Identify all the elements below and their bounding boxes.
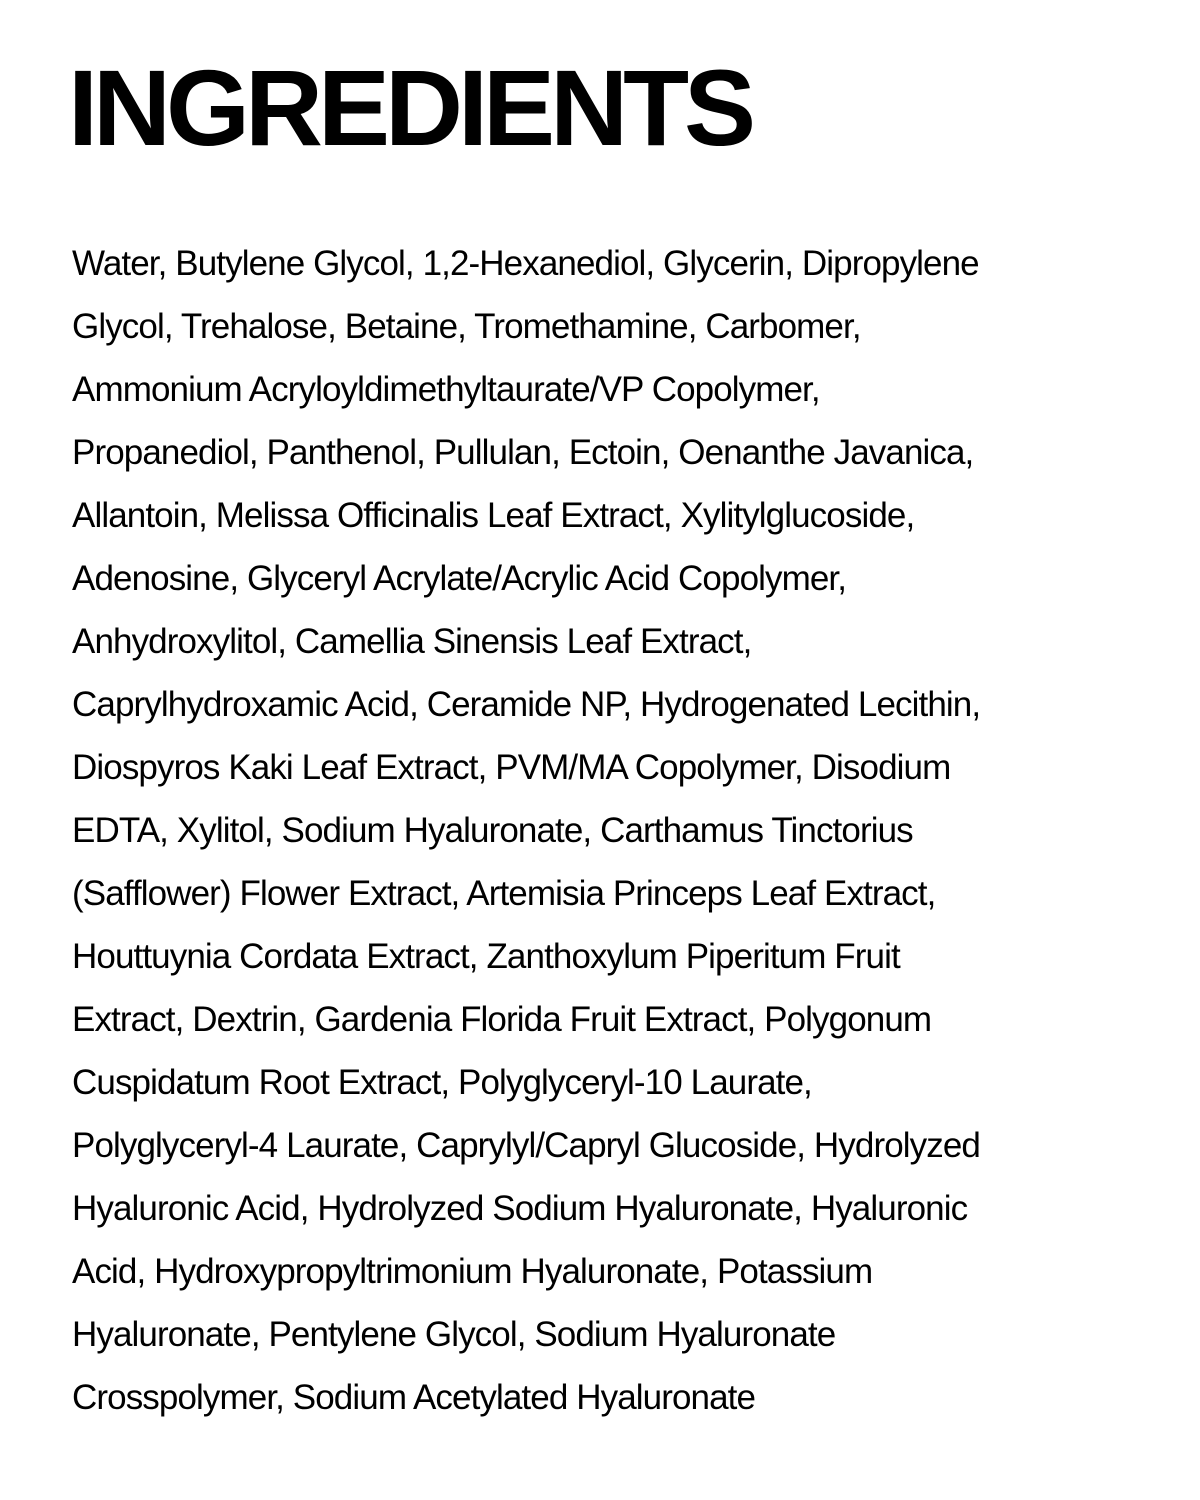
ingredient-line: Extract, Dextrin, Gardenia Florida Fruit Extract, Polygonum	[72, 1000, 932, 1039]
ingredient-line: Adenosine, Glyceryl Acrylate/Acrylic Acid Copolymer,	[72, 559, 847, 598]
ingredient-line: Glycol, Trehalose, Betaine, Tromethamine, Carbomer,	[72, 307, 861, 346]
ingredient-line: (Safflower) Flower Extract, Artemisia Princeps Leaf Extract,	[72, 874, 936, 913]
ingredient-line: Acid, Hydroxypropyltrimonium Hyaluronate, Potassium	[72, 1252, 873, 1291]
ingredient-line: Allantoin, Melissa Officinalis Leaf Extract, Xylitylglucoside,	[72, 496, 915, 535]
ingredients-list	[72, 232, 1152, 1429]
page-title: INGREDIENTS	[68, 47, 752, 168]
ingredient-line: Propanediol, Panthenol, Pullulan, Ectoin, Oenanthe Javanica,	[72, 433, 974, 472]
ingredient-line: Hyaluronic Acid, Hydrolyzed Sodium Hyaluronate, Hyaluronic	[72, 1189, 968, 1228]
ingredient-line: Houttuynia Cordata Extract, Zanthoxylum Piperitum Fruit	[72, 937, 900, 976]
ingredient-line: Anhydroxylitol, Camellia Sinensis Leaf Extract,	[72, 622, 752, 661]
ingredient-line: Cuspidatum Root Extract, Polyglyceryl-10 Laurate,	[72, 1063, 812, 1102]
ingredient-line: EDTA, Xylitol, Sodium Hyaluronate, Carthamus Tinctorius	[72, 811, 913, 850]
ingredient-line: Hyaluronate, Pentylene Glycol, Sodium Hyaluronate	[72, 1315, 836, 1354]
ingredient-line: Ammonium Acryloyldimethyltaurate/VP Copolymer,	[72, 370, 820, 409]
ingredient-line: Polyglyceryl-4 Laurate, Caprylyl/Capryl Glucoside, Hydrolyzed	[72, 1126, 980, 1165]
ingredient-line: Crosspolymer, Sodium Acetylated Hyaluronate	[72, 1378, 756, 1417]
ingredient-line: Water, Butylene Glycol, 1,2-Hexanediol, Glycerin, Dipropylene	[72, 244, 979, 283]
ingredient-line: Caprylhydroxamic Acid, Ceramide NP, Hydrogenated Lecithin,	[72, 685, 981, 724]
ingredient-line: Diospyros Kaki Leaf Extract, PVM/MA Copolymer, Disodium	[72, 748, 951, 787]
